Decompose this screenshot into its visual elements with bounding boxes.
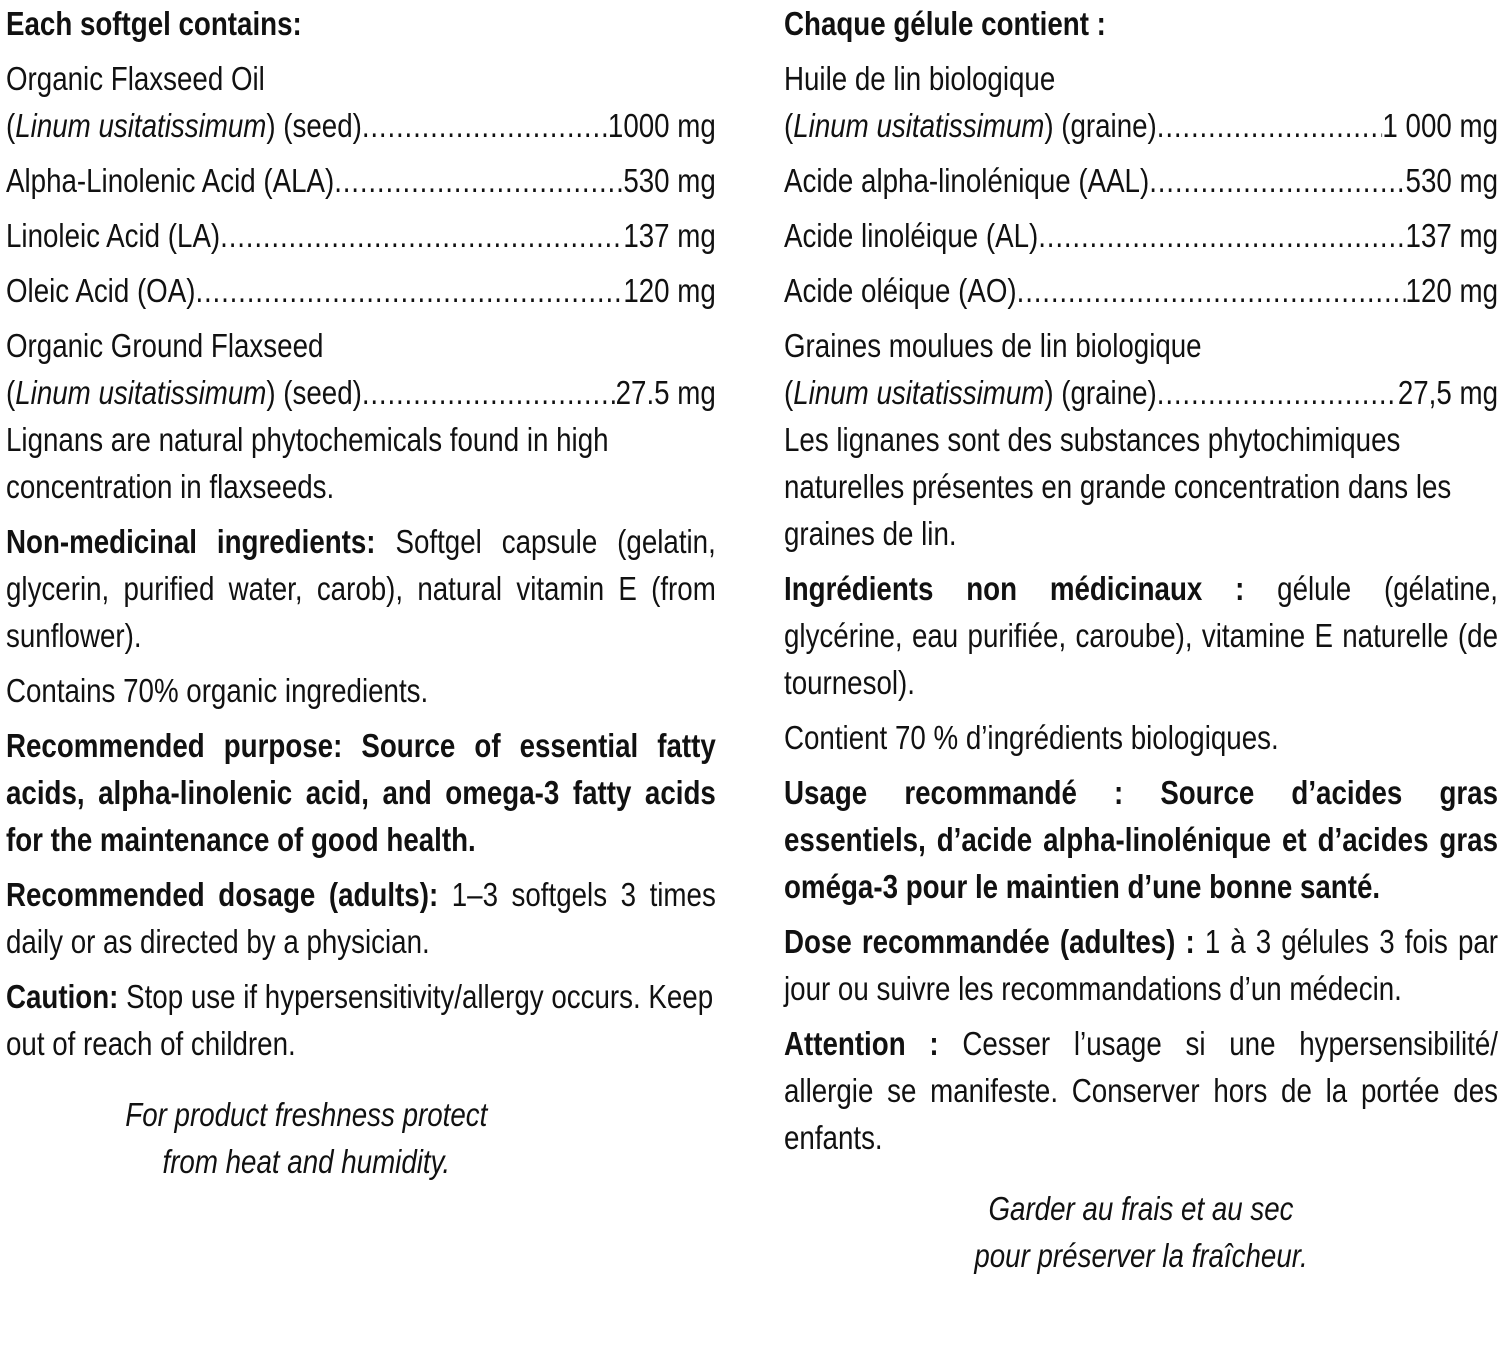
recommended-purpose: Recommended purpose: Source of essential fatty acids, alpha-linolenic acid, and omega-3 fatty acids for the maintenance of good health. bbox=[6, 727, 716, 858]
ingredient-amount: 530 mg bbox=[1405, 162, 1498, 199]
dosage-label: Dose recommandée (adultes) : bbox=[784, 923, 1195, 960]
ingredient-amount: 137 mg bbox=[1405, 217, 1498, 254]
non-medicinal-label: Ingrédients non médicinaux : bbox=[784, 570, 1245, 607]
caution-label: Caution: bbox=[6, 978, 119, 1015]
ingredient-ground-flaxseed bbox=[784, 322, 1498, 416]
ingredient-amount: 1000 mg bbox=[607, 107, 716, 144]
lignans-statement: Les lignanes sont des substances phytochimiques naturelles présentes en grande concentration dans les graines de lin. bbox=[784, 421, 1452, 552]
plant-part: ) (graine) bbox=[1044, 374, 1157, 411]
ingredient-label: Acide alpha-linolénique (AAL) bbox=[784, 162, 1150, 199]
storage-note-line: pour préserver la fraîcheur. bbox=[974, 1237, 1308, 1274]
ingredient-amount: 137 mg bbox=[623, 217, 716, 254]
ingredient-row bbox=[6, 102, 716, 149]
storage-note-line: Garder au frais et au sec bbox=[988, 1190, 1294, 1227]
ingredient-row-la bbox=[6, 212, 716, 259]
storage-note-line: For product freshness protect bbox=[125, 1096, 488, 1133]
ingredient-row-ala bbox=[6, 157, 716, 204]
dot-leader bbox=[1017, 267, 1406, 314]
ingredient-amount: 27,5 mg bbox=[1397, 374, 1498, 411]
non-medicinal-ingredients bbox=[6, 518, 716, 659]
ingredient-name: Organic Ground Flaxseed bbox=[6, 327, 324, 364]
storage-note-line: from heat and humidity. bbox=[162, 1143, 451, 1180]
caution-text: Cesser l’usage si une hypersensibilité/ allergie se manifeste. Conserver hors de la portée des enfants. bbox=[784, 1025, 1499, 1156]
dot-leader bbox=[1157, 369, 1398, 416]
caution bbox=[6, 973, 716, 1067]
ingredient-label: (Linum usitatissimum) (seed) bbox=[6, 374, 362, 411]
ingredient-label: Alpha-Linolenic Acid (ALA) bbox=[6, 162, 335, 199]
ingredient-ground-flaxseed bbox=[6, 322, 716, 416]
ingredient-row-ao bbox=[784, 267, 1498, 314]
non-medicinal-label: Non-medicinal ingredients: bbox=[6, 523, 376, 560]
ingredient-row-al bbox=[784, 212, 1498, 259]
plant-part: ) (seed) bbox=[266, 107, 362, 144]
dot-leader bbox=[362, 102, 608, 149]
ingredient-amount: 27.5 mg bbox=[615, 374, 716, 411]
caution bbox=[784, 1020, 1498, 1161]
ingredient-flaxseed-oil bbox=[784, 55, 1498, 149]
organic-statement: Contains 70% organic ingredients. bbox=[6, 672, 429, 709]
recommended-purpose: Usage recommandé : Source d’acides gras essentiels, d’acide alpha-linolénique et d’acides gras oméga-3 pour le maintien d’une bonne santé. bbox=[784, 774, 1498, 905]
dot-leader bbox=[1157, 102, 1383, 149]
ingredient-amount: 530 mg bbox=[623, 162, 716, 199]
ingredient-row bbox=[784, 102, 1498, 149]
french-heading: Chaque gélule contient : bbox=[784, 5, 1106, 42]
dosage-label: Recommended dosage (adults): bbox=[6, 876, 439, 913]
non-medicinal-ingredients bbox=[784, 565, 1498, 706]
english-column bbox=[6, 0, 716, 1185]
plant-part: ) (seed) bbox=[266, 374, 362, 411]
ingredient-label: (Linum usitatissimum) (seed) bbox=[6, 107, 362, 144]
storage-note bbox=[6, 1091, 716, 1185]
ingredient-amount: 120 mg bbox=[623, 272, 716, 309]
ingredient-label: Acide linoléique (AL) bbox=[784, 217, 1039, 254]
recommended-dosage bbox=[784, 918, 1498, 1012]
ingredient-label: (Linum usitatissimum) (graine) bbox=[784, 107, 1157, 144]
dosage-text: 1–3 softgels 3 times daily or as directed by a physician. bbox=[6, 876, 716, 960]
ingredient-flaxseed-oil bbox=[6, 55, 716, 149]
english-heading: Each softgel contains: bbox=[6, 5, 302, 42]
latin-name: Linum usitatissimum bbox=[793, 374, 1045, 411]
ingredient-amount: 120 mg bbox=[1405, 272, 1498, 309]
ingredient-label: Oleic Acid (OA) bbox=[6, 272, 196, 309]
ingredient-name: Huile de lin biologique bbox=[784, 60, 1056, 97]
ingredient-label: (Linum usitatissimum) (graine) bbox=[784, 374, 1157, 411]
dot-leader bbox=[195, 267, 623, 314]
caution-label: Attention : bbox=[784, 1025, 939, 1062]
ingredient-label: Linoleic Acid (LA) bbox=[6, 217, 221, 254]
ingredient-row-aal bbox=[784, 157, 1498, 204]
dot-leader bbox=[220, 212, 623, 259]
ingredient-name: Organic Flaxseed Oil bbox=[6, 60, 265, 97]
dosage-text: 1 à 3 gélules 3 fois par jour ou suivre les recommandations d’un médecin. bbox=[784, 923, 1499, 1007]
recommended-dosage bbox=[6, 871, 716, 965]
ingredient-row bbox=[6, 369, 716, 416]
ingredient-label: Acide oléique (AO) bbox=[784, 272, 1017, 309]
caution-text: Stop use if hypersensitivity/allergy occurs. Keep out of reach of children. bbox=[6, 978, 714, 1062]
organic-statement: Contient 70 % d’ingrédients biologiques. bbox=[784, 719, 1279, 756]
ingredient-name: Graines moulues de lin biologique bbox=[784, 327, 1202, 364]
ingredient-row bbox=[784, 369, 1498, 416]
latin-name: Linum usitatissimum bbox=[15, 374, 267, 411]
latin-name: Linum usitatissimum bbox=[15, 107, 267, 144]
dot-leader bbox=[1149, 157, 1405, 204]
non-medicinal-text: Softgel capsule (gelatin, glycerin, purified water, carob), natural vitamin E (from sunflower). bbox=[6, 523, 716, 654]
non-medicinal-text: gélule (gélatine, glycérine, eau purifiée, caroube), vitamine E naturelle (de tournesol). bbox=[784, 570, 1499, 701]
ingredient-row-oa bbox=[6, 267, 716, 314]
lignans-statement: Lignans are natural phytochemicals found in high concentration in flaxseeds. bbox=[6, 421, 609, 505]
ingredient-amount: 1 000 mg bbox=[1382, 107, 1498, 144]
dot-leader bbox=[362, 369, 616, 416]
dot-leader bbox=[1038, 212, 1405, 259]
plant-part: ) (graine) bbox=[1044, 107, 1157, 144]
latin-name: Linum usitatissimum bbox=[793, 107, 1045, 144]
french-column bbox=[784, 0, 1498, 1279]
dot-leader bbox=[334, 157, 623, 204]
storage-note bbox=[784, 1185, 1498, 1279]
